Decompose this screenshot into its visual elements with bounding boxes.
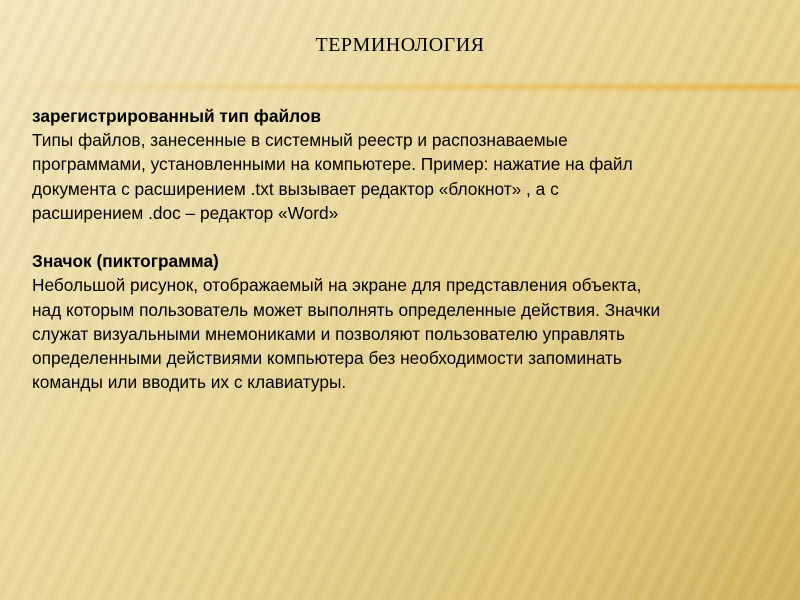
term-definition-icon: Небольшой рисунок, отображаемый на экране для представления объекта, над которым пользователь может выполнять определенные действия. Значки служат визуальными мнемониками и позволяют пользователю управлять определенными действиями компьютера без необходимости запоминать команды или вводить их с клавиатуры. bbox=[32, 275, 661, 393]
title-divider bbox=[0, 84, 800, 90]
term-definition-file-type: Типы файлов, занесенные в системный реестр и распознаваемые программами, установленными на компьютере. Пример: нажатие на файл документа с расширением .txt вызывает редактор «блокнот» , а с расширением .doc – редактор «Word» bbox=[32, 130, 633, 223]
slide-title: ТЕРМИНОЛОГИЯ bbox=[315, 34, 485, 56]
term-heading-icon: Значок (пиктограмма) bbox=[32, 251, 219, 272]
slide-content bbox=[32, 104, 767, 394]
paragraph-spacer bbox=[32, 225, 767, 249]
term-heading-file-type: зарегистрированный тип файлов bbox=[32, 106, 322, 126]
